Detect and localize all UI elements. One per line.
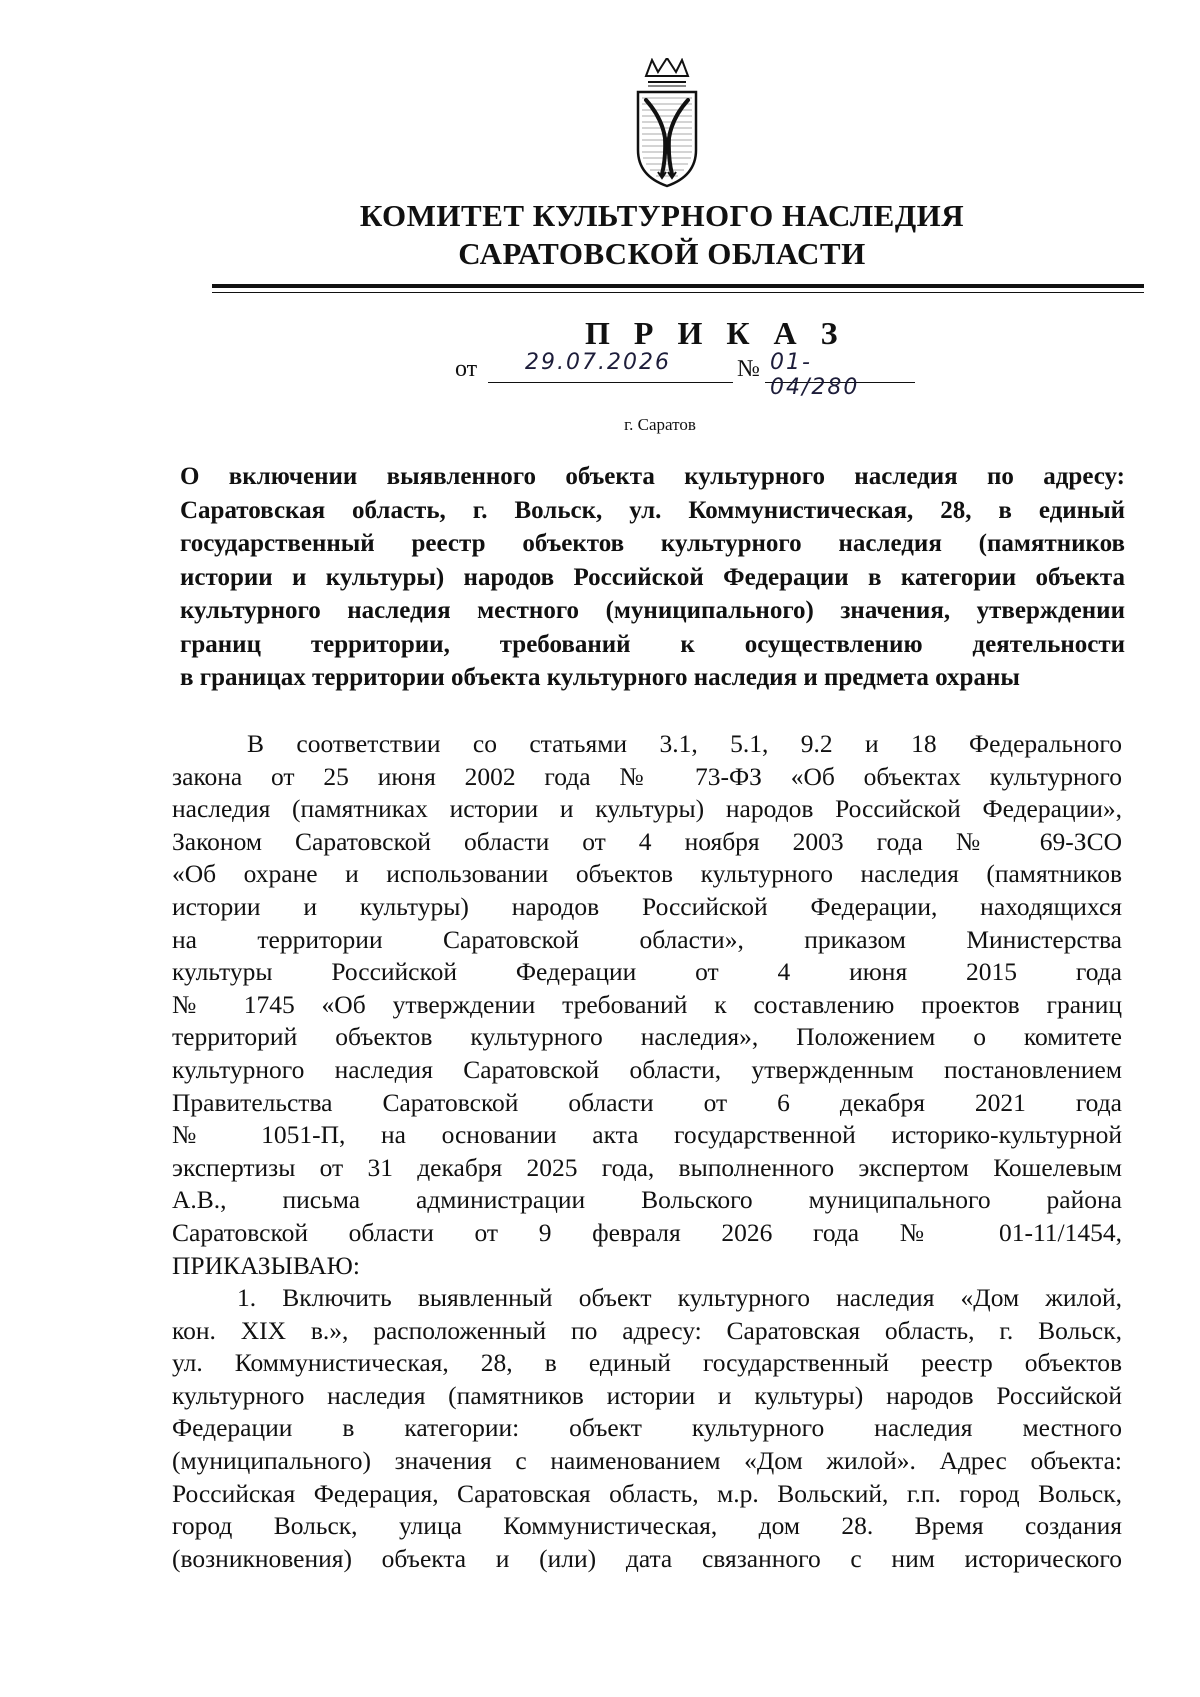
subject-line: границ территории, требований к осуществлению деятельности: [180, 630, 1125, 658]
body-line: на территории Саратовской области», приказом Министерства: [172, 924, 1122, 954]
date-underline: [488, 382, 733, 383]
body-line: истории и культуры) народов Российской Федерации, находящихся: [172, 891, 1122, 921]
body-line: наследия (памятниках истории и культуры) народов Российской Федерации»,: [172, 794, 1122, 824]
body-line: «Об охране и использовании объектов культурного наследия (памятников: [172, 859, 1122, 889]
number-label: №: [737, 356, 760, 382]
saratov-coat-of-arms-icon: [632, 58, 702, 190]
body-line: территорий объектов культурного наследия», Положением о комитете: [172, 1022, 1122, 1052]
subject-line: в границах территории объекта культурного наследия и предмета охраны: [180, 664, 1020, 691]
body-line: экспертизы от 31 декабря 2025 года, выполненного экспертом Кошелевым: [172, 1152, 1122, 1182]
subject-line: культурного наследия местного (муниципального) значения, утверждении: [180, 597, 1125, 624]
header-divider-thin: [212, 292, 1144, 293]
body-line: Российская Федерация, Саратовская область, м.р. Вольский, г.п. город Вольск,: [172, 1478, 1122, 1508]
order-subject: [180, 460, 1125, 695]
city: г. Саратов: [624, 415, 696, 434]
body-line: Правительства Саратовской области от 6 декабря 2021 года: [172, 1087, 1122, 1117]
body-line: (возникновения) объекта и (или) дата связанного с ним исторического: [172, 1543, 1122, 1573]
subject-line: Саратовская область, г. Вольск, ул. Коммунистическая, 28, в единый: [180, 496, 1125, 524]
body-line: культурного наследия (памятников истории и культуры) народов Российской: [172, 1380, 1122, 1410]
body-line: ул. Коммунистическая, 28, в единый государственный реестр объектов: [172, 1348, 1122, 1378]
body-line: В соответствии со статьями 3.1, 5.1, 9.2 и 18 Федерального: [247, 729, 1122, 758]
subject-line: государственный реестр объектов культурного наследия (памятников: [180, 530, 1125, 557]
body-line: № 1051-П, на основании акта государственной историко-культурной: [172, 1120, 1122, 1150]
subject-line: истории и культуры) народов Российской Федерации в категории объекта: [180, 563, 1125, 591]
body-line: культуры Российской Федерации от 4 июня 2015 года: [172, 957, 1122, 987]
body-line: город Вольск, улица Коммунистическая, дом 28. Время создания: [172, 1511, 1122, 1541]
body-line: Саратовской области от 9 февраля 2026 года № 01-11/1454,: [172, 1217, 1122, 1247]
body-line: культурного наследия Саратовской области, утвержденным постановлением: [172, 1054, 1122, 1084]
handwritten-date: 29.07.2026: [525, 350, 671, 375]
body-line: закона от 25 июня 2002 года № 73-ФЗ «Об объектах культурного: [172, 761, 1122, 791]
body-line: 1. Включить выявленный объект культурного наследия «Дом жилой,: [237, 1283, 1122, 1313]
body-line: (муниципального) значения с наименованием «Дом жилой». Адрес объекта:: [172, 1446, 1122, 1476]
body-line: А.В., письма администрации Вольского муниципального района: [172, 1185, 1122, 1215]
body-line: Федерации в категории: объект культурного наследия местного: [172, 1413, 1122, 1443]
organization-name-line-1: КОМИТЕТ КУЛЬТУРНОГО НАСЛЕДИЯ: [359, 198, 965, 233]
body-line: № 1745 «Об утверждении требований к составлению проектов границ: [172, 989, 1122, 1019]
organization-name-line-2: САРАТОВСКОЙ ОБЛАСТИ: [458, 236, 866, 271]
subject-line: О включении выявленного объекта культурного наследия по адресу:: [180, 463, 1125, 490]
handwritten-number: 01-04/280: [770, 350, 860, 400]
body-line: кон. XIX в.», расположенный по адресу: Саратовская область, г. Вольск,: [172, 1315, 1122, 1345]
body-line: ПРИКАЗЫВАЮ:: [172, 1250, 360, 1280]
date-label: от: [455, 356, 478, 382]
order-title: П Р И К А З: [585, 315, 846, 351]
order-body: [172, 728, 1122, 1575]
body-line: Законом Саратовской области от 4 ноября 2003 года № 69-ЗСО: [172, 826, 1122, 856]
header-divider-thick: [212, 284, 1144, 288]
